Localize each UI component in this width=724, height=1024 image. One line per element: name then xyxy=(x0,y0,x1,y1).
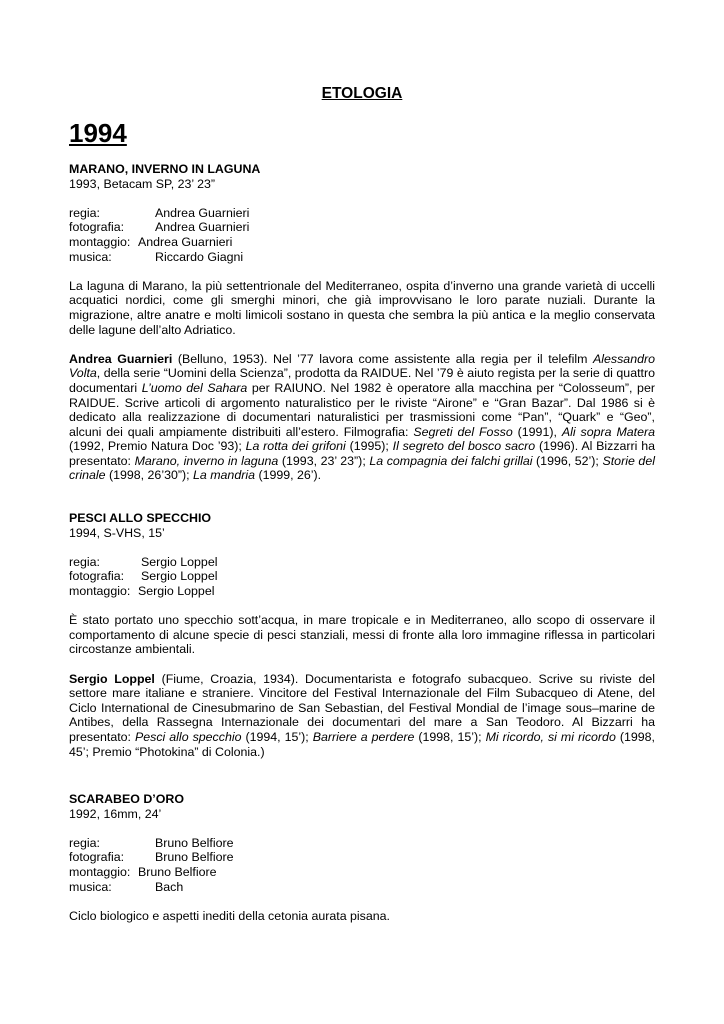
bio-work-title: La rotta dei grifoni xyxy=(245,439,346,454)
year-heading: 1994 xyxy=(69,118,127,148)
bio-work-title: Segreti del Fosso xyxy=(413,424,513,439)
credit-value: Sergio Loppel xyxy=(138,583,215,598)
credit-row xyxy=(69,555,655,570)
credit-value: Bach xyxy=(155,879,184,894)
film-meta: 1994, S-VHS, 15’ xyxy=(69,525,165,540)
credit-label: musica: xyxy=(69,879,112,894)
film-title: SCARABEO D’ORO xyxy=(69,792,184,806)
bio-work-title: Marano, inverno in laguna xyxy=(134,453,279,468)
section-title: ETOLOGIA xyxy=(321,85,403,102)
bio-text: , della serie “Uomini della Scienza”, prodotta da RAIDUE. Nel ’79 è aiuto regista per la serie di quattro documentari xyxy=(69,366,655,395)
bio-text: (1994, 15’); xyxy=(241,729,313,744)
bio-text: per RAIUNO. Nel 1982 è operatore alla macchina per “Colosseum”, per RAIDUE. Scrive articoli di argomento naturalistico per le riviste “Airone” e “Gran Bazar”. Dal 1986 si è dedicato alla realizzazione di documentari naturalistici per trasmissioni come “Pan”, “Quark” e “Geo”, alcuni dei quali ampiamente distribuiti all’estero. Filmografia: xyxy=(69,380,655,439)
credits-list xyxy=(69,836,655,894)
credit-value: Sergio Loppel xyxy=(141,569,218,584)
bio-text: (1993, 23’ 23”); xyxy=(278,453,370,468)
credit-value: Bruno Belfiore xyxy=(138,864,217,879)
bio-work-title: La mandria xyxy=(193,468,255,483)
film-entry xyxy=(69,792,655,938)
credit-label: montaggio: xyxy=(69,864,131,879)
credit-label: fotografia: xyxy=(69,850,125,865)
bio-text: (1991), xyxy=(512,424,562,439)
credit-value: Bruno Belfiore xyxy=(155,835,234,850)
credit-value: Andrea Guarnieri xyxy=(138,234,233,249)
director-bio xyxy=(69,672,655,760)
credit-label: regia: xyxy=(69,205,100,220)
film-title: MARANO, INVERNO IN LAGUNA xyxy=(69,162,261,176)
bio-work-title: Ali sopra Matera xyxy=(561,424,656,439)
credit-row xyxy=(69,250,655,265)
bio-text: (Fiume, Croazia, 1934). Documentarista e fotografo subacqueo. Scrive su riviste del settore mare italiane e straniere. Vincitore del Festival Internazionale del Film Subacqueo di Atene, del Ciclo International de Cinesubmarino de San Sebastian, del Festival Mondial de l’image sous–marine de Antibes, della Rassegna Internazionale dei documentari del mare a San Teodoro. Al Bizzarri ha presentato: xyxy=(69,671,656,744)
film-title: PESCI ALLO SPECCHIO xyxy=(69,511,212,525)
bio-text: (1998, 15’); xyxy=(414,729,486,744)
bio-work-title: Barriere a perdere xyxy=(312,729,415,744)
credit-row xyxy=(69,220,655,235)
film-description: Ciclo biologico e aspetti inediti della cetonia aurata pisana. xyxy=(69,908,390,923)
credit-label: fotografia: xyxy=(69,569,125,584)
film-description: È stato portato uno specchio sott’acqua, in mare tropicale e in Mediterraneo, allo scopo di osservare il comportamento di alcune specie di pesci stanziali, messi di fronte alla loro immagine riflessa in particolari circostanze ambientali. xyxy=(69,613,655,657)
credit-row xyxy=(69,836,655,851)
bio-text: (1999, 26’). xyxy=(255,468,322,483)
bio-work-title: La compagnia dei falchi grillai xyxy=(369,453,533,468)
film-meta: 1993, Betacam SP, 23’ 23” xyxy=(69,176,216,191)
credit-label: musica: xyxy=(69,249,112,264)
bio-text: (Belluno, 1953). Nel ’77 lavora come assistente alla regia per il telefilm xyxy=(172,351,593,366)
credit-value: Riccardo Giagni xyxy=(155,249,244,264)
credits-list xyxy=(69,206,655,264)
credit-row xyxy=(69,850,655,865)
credit-label: montaggio: xyxy=(69,234,131,249)
bio-work-title: Storie del crinale xyxy=(69,453,655,483)
film-description: La laguna di Marano, la più settentrionale del Mediterraneo, ospita d’inverno una grande varietà di uccelli acquatici nordici, come gli smerghi minori, che già improvvisano le loro parate nuziali. Durante la migrazione, altre anatre e molti limicoli sostano in questa che sembra la più antica e la meglio conservata delle lagune dell’alto Adriatico. xyxy=(69,278,655,337)
bio-text: (1996). Al Bizzarri ha presentato: xyxy=(69,439,655,468)
credit-label: fotografia: xyxy=(69,220,125,235)
film-meta: 1992, 16mm, 24’ xyxy=(69,806,162,821)
credit-row xyxy=(69,880,655,895)
director-name: Sergio Loppel xyxy=(69,671,155,686)
director-bio xyxy=(69,352,655,483)
film-entry xyxy=(69,511,655,774)
bio-work-title: Pesci allo specchio xyxy=(135,729,242,744)
bio-work-title: Alessandro Volta xyxy=(69,351,655,381)
bio-work-title: Il segreto del bosco sacro xyxy=(392,439,536,454)
film-entry xyxy=(69,162,655,498)
credit-row xyxy=(69,206,655,221)
bio-text: (1992, Premio Natura Doc ’93); xyxy=(69,439,246,454)
credit-label: montaggio: xyxy=(69,583,131,598)
credit-row xyxy=(69,865,655,880)
credit-label: regia: xyxy=(69,835,100,850)
credits-list xyxy=(69,555,655,599)
bio-work-title: Mi ricordo, si mi ricordo xyxy=(485,729,616,744)
credit-value: Andrea Guarnieri xyxy=(155,205,250,220)
credit-label: regia: xyxy=(69,554,100,569)
credit-row xyxy=(69,584,655,599)
bio-text: (1995); xyxy=(345,439,393,454)
credit-value: Andrea Guarnieri xyxy=(155,220,250,235)
bio-text: (1996, 52’); xyxy=(532,453,603,468)
credit-value: Bruno Belfiore xyxy=(155,850,234,865)
bio-work-title: L’uomo del Sahara xyxy=(141,380,248,395)
credit-row xyxy=(69,569,655,584)
bio-text: (1998, 26’30”); xyxy=(105,468,193,483)
credit-value: Sergio Loppel xyxy=(141,554,218,569)
credit-row xyxy=(69,235,655,250)
director-name: Andrea Guarnieri xyxy=(69,351,173,366)
bio-text: (1998, 45’; Premio “Photokina” di Colonia.) xyxy=(69,729,655,759)
